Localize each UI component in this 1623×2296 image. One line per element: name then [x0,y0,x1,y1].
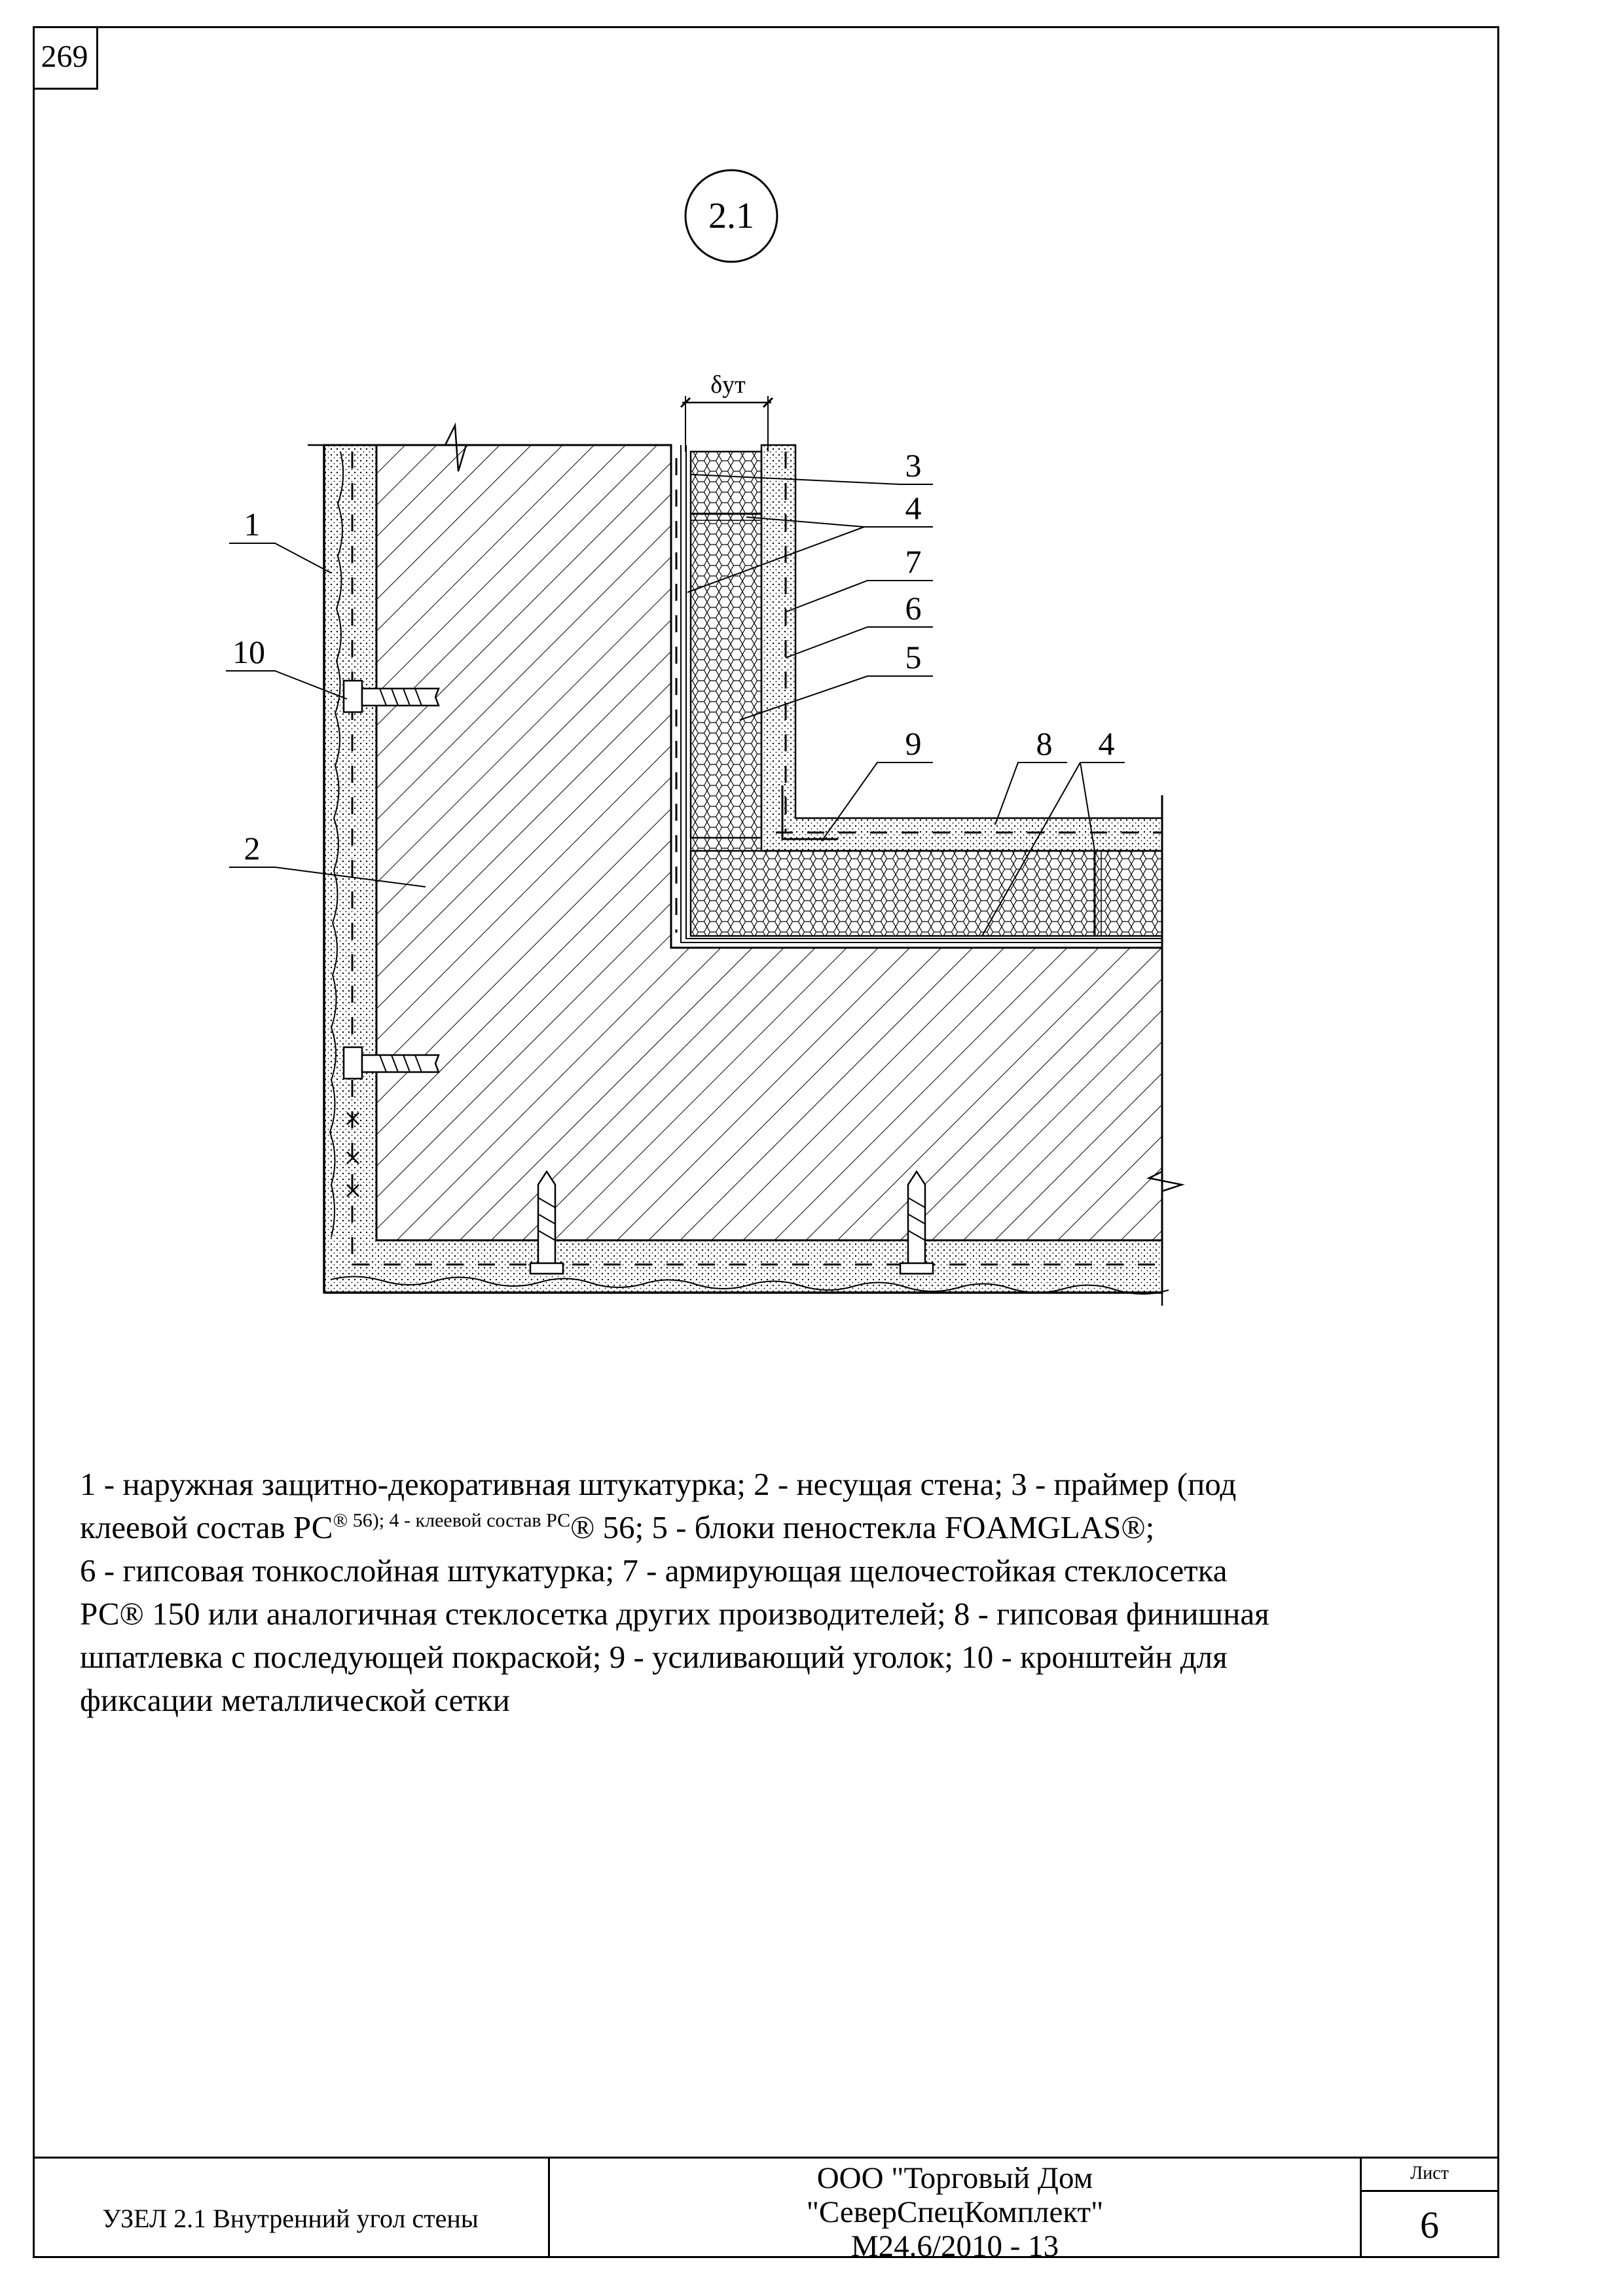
callout-2: 2 [244,830,261,867]
callout-10: 10 [232,634,265,670]
detail-marker [685,170,777,262]
company-line-2: "СеверСпецКомплект" [806,2195,1104,2229]
legend-line-2: клеевой состав $РС^{® 56); 4 - клеевой состав РС}®$ 56; 5 - блоки пеностекла FOAMGLAS®; [80,1509,1155,1545]
node-title: УЗЕЛ 2.1 Внутренний угол стены [33,2159,550,2258]
callout-9: 9 [905,725,922,762]
callout-8: 8 [1036,725,1053,762]
sheet-number: 6 [1420,2204,1439,2246]
document-code: М24.6/2010 - 13 [850,2229,1059,2263]
gypsum-plaster-layer [761,445,1162,851]
legend-line-5: шпатлевка с последующей покраской; 9 - усиливающий уголок; 10 - кронштейн для [80,1639,1228,1675]
callout-3: 3 [905,447,922,484]
callout-4a: 4 [905,490,922,526]
sheet-label: Лист [1362,2159,1497,2192]
callout-1: 1 [244,506,261,543]
callout-6: 6 [905,590,922,626]
legend-line-3: 6 - гипсовая тонкослойная штукатурка; 7 - армирующая щелочестойкая стеклосетка [80,1552,1228,1588]
detail-marker-label: 2.1 [708,196,754,236]
page-number: 269 [33,26,98,90]
legend-line-6: фиксации металлической сетки [80,1682,510,1718]
sheet-block [1362,2159,1497,2258]
insulation-thickness-dimension [681,371,773,452]
legend-line-1: 1 - наружная защитно-декоративная штукатурка; 2 - несущая стена; 3 - праймер (под [80,1466,1237,1502]
title-block [33,2157,1499,2263]
legend-text [80,1463,1429,1722]
company-block [550,2159,1362,2263]
callout-7: 7 [905,543,922,580]
callout-5: 5 [905,639,922,675]
legend-line-4: РС® 150 или аналогичная стеклосетка других производителей; 8 - гипсовая финишная [80,1596,1269,1632]
dimension-label: δут [710,371,746,399]
callout-4b: 4 [1098,725,1115,762]
company-line-1: ООО "Торговый Дом [816,2161,1093,2195]
